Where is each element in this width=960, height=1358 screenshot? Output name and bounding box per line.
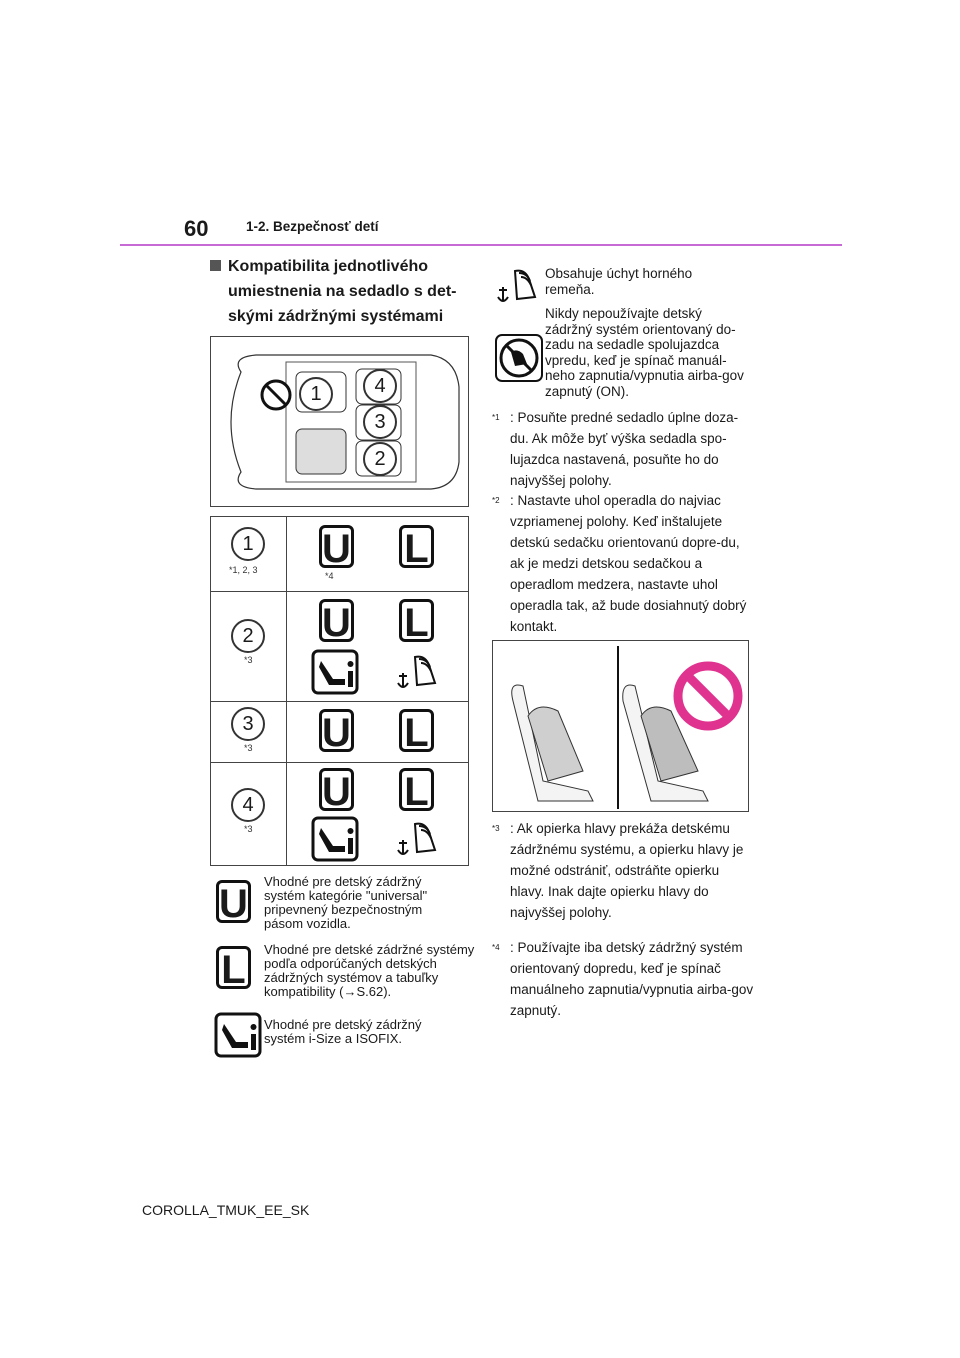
footnote-label: *1 xyxy=(492,413,500,422)
l-badge: L xyxy=(399,768,434,811)
l-badge: L xyxy=(399,709,434,752)
section-title: 1-2. Bezpečnosť detí xyxy=(246,219,379,234)
table-row xyxy=(211,591,468,702)
legend-l-text: Vhodné pre detské zádržné systémy podľa odporúčaných detských zádržných systémov a tabuľky kompatibility (→S.62). xyxy=(264,942,475,999)
universal-badge: U xyxy=(319,525,354,568)
footnote-text: : Ak opierka hlavy prekáža detskému zádržnému systému, a opierku hlavy je možné odstrániť, odstráňte opierku hlavy. Inak dajte opierku hlavy do najvyššej polohy. xyxy=(510,821,744,920)
row-position: 4 xyxy=(231,788,265,822)
row-position: 2 xyxy=(231,619,265,653)
top-tether-text: Obsahuje úchyt horného remeňa. xyxy=(545,266,693,297)
i-size-icon xyxy=(311,816,359,862)
row-position: 3 xyxy=(231,707,265,741)
l-badge: L xyxy=(399,599,434,642)
footnote-2 xyxy=(492,490,754,637)
seat-position-1: 1 xyxy=(299,377,333,411)
footnote-4 xyxy=(492,937,754,1021)
footnote-text: : Používajte iba detský zádržný systém orientovaný dopredu, keď je spínač manuálneho zapnutia/vypnutia airba-gov zapnutý. xyxy=(510,940,754,1018)
row-note: *1, 2, 3 xyxy=(229,565,258,575)
legend-u-badge: U xyxy=(216,880,251,923)
heading-text: Kompatibilita jednotlivého umiestnenia na sedadlo s det-skými zádržnými systémami xyxy=(228,258,457,325)
bullet-square-icon xyxy=(210,260,221,271)
top-tether-icon xyxy=(395,816,443,862)
compatibility-table xyxy=(210,516,469,866)
no-rear-facing-icon xyxy=(495,334,543,382)
footnote-label: *2 xyxy=(492,496,500,505)
legend-u-text: Vhodné pre detský zádržný systém kategórie "universal" pripevnený bezpečnostným pásom vozidla. xyxy=(264,874,428,931)
legend-i-size-text: Vhodné pre detský zádržný systém i-Size a ISOFIX. xyxy=(264,1017,422,1046)
document-footer: COROLLA_TMUK_EE_SK xyxy=(142,1202,310,1218)
footnote-text: : Nastavte uhol operadla do najviac vzpriamenej polohy. Keď inštalujete detskú sedačku orientovanú dopre-du, ak je medzi detskou sedačkou a operadlom medzera, nastavte uhol operadla tak, až bude dosiahnutý dobrý kontakt. xyxy=(510,493,747,634)
section-heading xyxy=(210,254,470,329)
footnote-label: *3 xyxy=(492,824,500,833)
no-rear-facing-text: Nikdy nepoužívajte detský zádržný systém orientovaný do-zadu na sedadle spolujazdca vpredu, keď je spínač manuál-neho zapnutia/vypnutia airba-gov zapnutý (ON). xyxy=(545,306,744,399)
child-seat-illustration xyxy=(493,641,748,811)
footnote-text: : Posuňte predné sedadlo úplne doza-du. Ak môže byť výška sedadla spo-lujazdca nastavená, posuňte ho do najvyššej polohy. xyxy=(510,410,739,488)
l-badge: L xyxy=(399,525,434,568)
row-position: 1 xyxy=(231,527,265,561)
footnote-label: *4 xyxy=(492,943,500,952)
page-number: 60 xyxy=(184,216,209,241)
footnote-3 xyxy=(492,818,754,923)
seat-comparison-illustration xyxy=(492,640,749,812)
table-row xyxy=(211,517,468,592)
row-note: *3 xyxy=(244,824,253,834)
top-tether-icon xyxy=(495,263,543,309)
seat-position-3: 3 xyxy=(363,405,397,439)
universal-badge: U xyxy=(319,599,354,642)
row-note: *3 xyxy=(244,743,253,753)
car-top-view-illustration xyxy=(211,337,468,506)
universal-badge: U xyxy=(319,768,354,811)
seat-position-2: 2 xyxy=(363,442,397,476)
footnote-1 xyxy=(492,407,754,491)
legend-i-size-icon xyxy=(214,1012,262,1058)
seat-position-4: 4 xyxy=(363,369,397,403)
i-size-icon xyxy=(311,649,359,695)
table-row xyxy=(211,701,468,763)
car-seat-diagram xyxy=(210,336,469,507)
legend-l-badge: L xyxy=(216,946,251,989)
universal-note: *4 xyxy=(325,571,334,581)
universal-badge: U xyxy=(319,709,354,752)
header-rule xyxy=(120,244,842,246)
row-note: *3 xyxy=(244,655,253,665)
table-row xyxy=(211,762,468,866)
top-tether-icon xyxy=(395,649,443,695)
